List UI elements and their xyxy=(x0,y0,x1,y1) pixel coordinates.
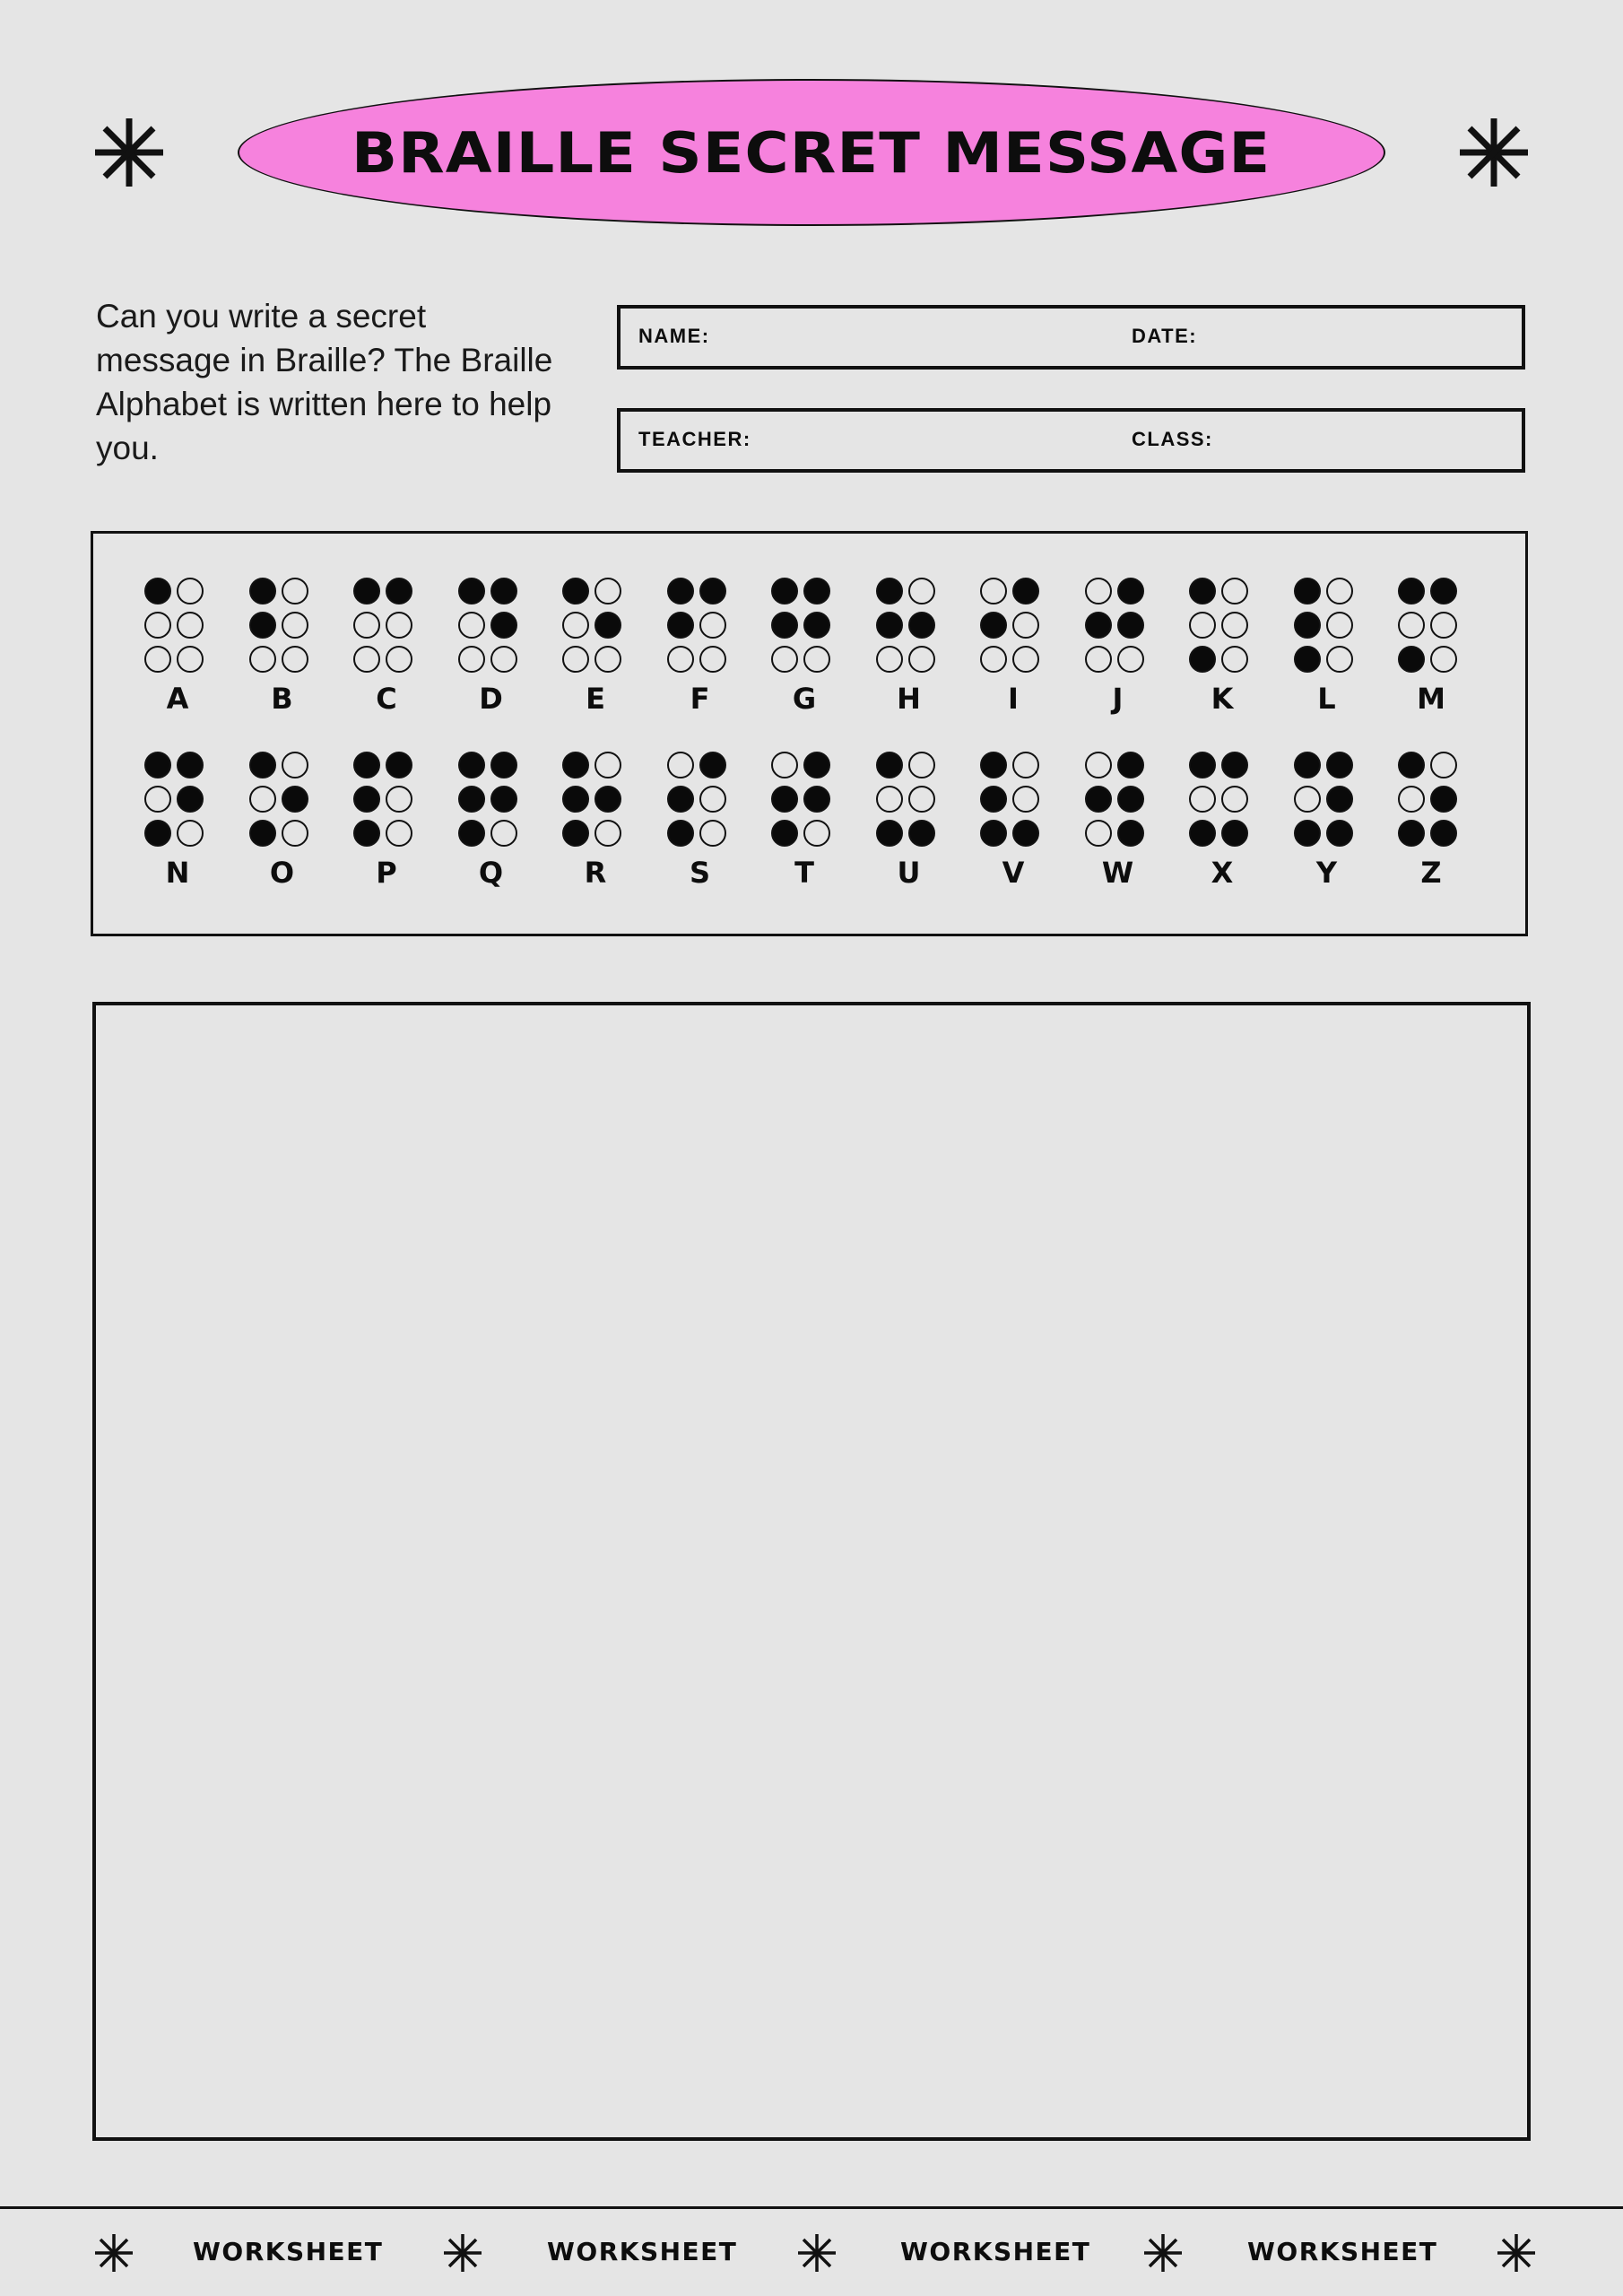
braille-dot-flat xyxy=(1398,786,1425,813)
braille-dot-raised xyxy=(1294,752,1321,778)
braille-dot-raised xyxy=(980,786,1007,813)
title-banner xyxy=(238,79,1385,226)
braille-dot-raised xyxy=(1117,820,1144,847)
braille-dot-flat xyxy=(1085,752,1112,778)
braille-letter-label: C xyxy=(376,682,397,716)
braille-dot-flat xyxy=(699,820,726,847)
braille-dot-raised xyxy=(458,578,485,604)
braille-dot-raised xyxy=(876,578,903,604)
braille-letter-label: I xyxy=(1008,682,1019,716)
braille-dot-flat xyxy=(1012,752,1039,778)
braille-dot-flat xyxy=(771,646,798,673)
braille-dot-raised xyxy=(490,578,517,604)
braille-dot-flat xyxy=(1085,578,1112,604)
braille-dot-raised xyxy=(803,786,830,813)
braille-dot-raised xyxy=(595,612,621,639)
braille-dot-flat xyxy=(386,820,412,847)
braille-dot-raised xyxy=(144,820,171,847)
braille-dot-raised xyxy=(771,612,798,639)
braille-dot-raised xyxy=(1398,646,1425,673)
braille-cell-s xyxy=(660,752,741,904)
braille-cell-f xyxy=(660,578,741,730)
braille-dot-raised xyxy=(249,578,276,604)
braille-dot-flat xyxy=(1430,646,1457,673)
braille-cell-a xyxy=(137,578,218,730)
braille-dot-flat xyxy=(595,752,621,778)
braille-cell-g xyxy=(764,578,845,730)
asterisk-icon xyxy=(1496,2232,1537,2274)
braille-dot-raised xyxy=(562,752,589,778)
braille-dot-raised xyxy=(980,612,1007,639)
braille-cell-b xyxy=(242,578,323,730)
braille-dot-raised xyxy=(562,820,589,847)
braille-cell-q xyxy=(451,752,532,904)
braille-dot-raised xyxy=(803,578,830,604)
braille-cell-t xyxy=(764,752,845,904)
braille-dot-raised xyxy=(1221,752,1248,778)
braille-dot-raised xyxy=(1294,646,1321,673)
braille-dot-flat xyxy=(282,820,308,847)
braille-dot-flat xyxy=(595,820,621,847)
braille-dot-raised xyxy=(490,752,517,778)
braille-letter-label: A xyxy=(166,682,189,716)
message-writing-area[interactable] xyxy=(92,1002,1531,2141)
braille-dot-flat xyxy=(595,646,621,673)
date-label: DATE: xyxy=(1132,325,1198,347)
braille-dot-raised xyxy=(249,820,276,847)
asterisk-icon xyxy=(1142,2232,1184,2274)
braille-dot-flat xyxy=(876,646,903,673)
braille-dot-raised xyxy=(1398,820,1425,847)
braille-dot-raised xyxy=(562,786,589,813)
braille-dot-raised xyxy=(177,786,204,813)
braille-cell-d xyxy=(451,578,532,730)
class-label: CLASS: xyxy=(1132,428,1213,450)
braille-dot-raised xyxy=(803,752,830,778)
braille-dot-raised xyxy=(458,786,485,813)
braille-dot-flat xyxy=(908,578,935,604)
footer-worksheet-label: WORKSHEET xyxy=(193,2237,384,2266)
braille-letter-label: E xyxy=(586,682,605,716)
braille-dot-raised xyxy=(1189,646,1216,673)
braille-dot-flat xyxy=(282,578,308,604)
asterisk-icon xyxy=(93,2232,135,2274)
braille-dot-raised xyxy=(803,612,830,639)
braille-dot-raised xyxy=(980,752,1007,778)
braille-dot-flat xyxy=(1085,646,1112,673)
braille-dot-flat xyxy=(249,646,276,673)
braille-dot-raised xyxy=(353,752,380,778)
braille-dot-flat xyxy=(353,612,380,639)
braille-cell-m xyxy=(1391,578,1471,730)
braille-letter-label: G xyxy=(792,682,817,716)
braille-dot-flat xyxy=(1221,578,1248,604)
braille-dot-raised xyxy=(1189,578,1216,604)
braille-dot-raised xyxy=(1326,786,1353,813)
braille-dot-flat xyxy=(177,820,204,847)
braille-dot-flat xyxy=(699,612,726,639)
braille-cell-r xyxy=(555,752,636,904)
braille-dot-flat xyxy=(282,646,308,673)
braille-dot-flat xyxy=(1430,612,1457,639)
braille-dot-flat xyxy=(249,786,276,813)
asterisk-icon xyxy=(1456,115,1532,190)
braille-dot-raised xyxy=(177,752,204,778)
braille-cell-e xyxy=(555,578,636,730)
braille-letter-label: O xyxy=(269,856,295,890)
footer-worksheet-label: WORKSHEET xyxy=(547,2237,738,2266)
braille-dot-flat xyxy=(1189,786,1216,813)
braille-cell-v xyxy=(973,752,1054,904)
braille-dot-raised xyxy=(667,578,694,604)
braille-dot-flat xyxy=(908,752,935,778)
footer-worksheet-label: WORKSHEET xyxy=(1247,2237,1438,2266)
braille-dot-raised xyxy=(1117,752,1144,778)
braille-dot-raised xyxy=(699,578,726,604)
asterisk-icon xyxy=(91,115,167,190)
braille-dot-raised xyxy=(980,820,1007,847)
braille-cell-j xyxy=(1078,578,1159,730)
braille-dot-flat xyxy=(771,752,798,778)
braille-dot-raised xyxy=(1117,786,1144,813)
braille-dot-raised xyxy=(458,752,485,778)
braille-dot-raised xyxy=(1012,820,1039,847)
braille-dot-raised xyxy=(1398,578,1425,604)
braille-dot-raised xyxy=(1117,612,1144,639)
braille-dot-raised xyxy=(1430,786,1457,813)
braille-letter-label: L xyxy=(1317,682,1336,716)
braille-dot-raised xyxy=(1398,752,1425,778)
braille-dot-raised xyxy=(386,752,412,778)
braille-alphabet-panel xyxy=(91,531,1528,936)
braille-dot-raised xyxy=(876,752,903,778)
braille-dot-flat xyxy=(667,752,694,778)
braille-dot-raised xyxy=(667,612,694,639)
braille-dot-raised xyxy=(876,612,903,639)
braille-dot-flat xyxy=(353,646,380,673)
braille-letter-label: N xyxy=(165,856,190,890)
braille-dot-raised xyxy=(595,786,621,813)
braille-dot-raised xyxy=(667,786,694,813)
braille-dot-raised xyxy=(249,612,276,639)
braille-dot-flat xyxy=(908,646,935,673)
braille-letter-label: Y xyxy=(1315,856,1338,890)
braille-dot-flat xyxy=(1398,612,1425,639)
name-label: NAME: xyxy=(638,325,710,347)
braille-dot-flat xyxy=(177,578,204,604)
braille-dot-raised xyxy=(876,820,903,847)
braille-dot-flat xyxy=(980,646,1007,673)
braille-dot-flat xyxy=(1117,646,1144,673)
braille-dot-flat xyxy=(1221,646,1248,673)
braille-letter-label: D xyxy=(479,682,503,716)
braille-dot-raised xyxy=(386,578,412,604)
braille-dot-raised xyxy=(353,786,380,813)
braille-cell-c xyxy=(346,578,427,730)
braille-dot-raised xyxy=(1326,820,1353,847)
braille-letter-label: Z xyxy=(1420,856,1442,890)
footer-worksheet-label: WORKSHEET xyxy=(900,2237,1091,2266)
braille-dot-flat xyxy=(386,786,412,813)
page-title: BRAILLE SECRET MESSAGE xyxy=(352,119,1271,186)
braille-dot-flat xyxy=(980,578,1007,604)
braille-dot-raised xyxy=(1085,612,1112,639)
braille-dot-raised xyxy=(144,578,171,604)
braille-dot-raised xyxy=(1430,820,1457,847)
braille-cell-n xyxy=(137,752,218,904)
braille-dot-raised xyxy=(1294,612,1321,639)
braille-cell-y xyxy=(1287,752,1367,904)
braille-cell-h xyxy=(869,578,950,730)
braille-dot-raised xyxy=(908,820,935,847)
braille-dot-raised xyxy=(490,786,517,813)
braille-dot-flat xyxy=(876,786,903,813)
braille-dot-flat xyxy=(595,578,621,604)
braille-dot-flat xyxy=(1012,612,1039,639)
braille-dot-flat xyxy=(699,646,726,673)
name-date-field[interactable] xyxy=(617,305,1525,370)
braille-dot-raised xyxy=(1326,752,1353,778)
braille-dot-raised xyxy=(490,612,517,639)
braille-letter-label: R xyxy=(584,856,607,890)
braille-dot-raised xyxy=(458,820,485,847)
braille-dot-flat xyxy=(1221,786,1248,813)
braille-dot-raised xyxy=(1012,578,1039,604)
braille-cell-x xyxy=(1182,752,1263,904)
braille-dot-raised xyxy=(1189,820,1216,847)
braille-dot-raised xyxy=(1430,578,1457,604)
braille-letter-label: B xyxy=(271,682,293,716)
braille-dot-flat xyxy=(282,612,308,639)
braille-letter-label: U xyxy=(897,856,921,890)
teacher-class-field[interactable] xyxy=(617,408,1525,473)
braille-dot-raised xyxy=(144,752,171,778)
braille-dot-flat xyxy=(1189,612,1216,639)
braille-letter-label: S xyxy=(689,856,711,890)
braille-dot-raised xyxy=(771,578,798,604)
braille-dot-flat xyxy=(1294,786,1321,813)
braille-cell-l xyxy=(1287,578,1367,730)
footer-divider xyxy=(0,2206,1623,2209)
braille-dot-raised xyxy=(908,612,935,639)
braille-cell-k xyxy=(1182,578,1263,730)
braille-dot-flat xyxy=(1221,612,1248,639)
braille-dot-flat xyxy=(490,820,517,847)
instructions-text: Can you write a secret message in Braille? The Braille Alphabet is written here to help you. xyxy=(96,298,553,466)
braille-dot-flat xyxy=(1012,786,1039,813)
braille-dot-raised xyxy=(699,752,726,778)
braille-dot-flat xyxy=(699,786,726,813)
braille-letter-label: J xyxy=(1112,682,1124,716)
braille-letter-label: K xyxy=(1211,682,1234,716)
braille-dot-flat xyxy=(1012,646,1039,673)
braille-dot-raised xyxy=(353,578,380,604)
braille-dot-flat xyxy=(458,612,485,639)
braille-dot-raised xyxy=(282,786,308,813)
braille-cell-w xyxy=(1078,752,1159,904)
braille-dot-raised xyxy=(562,578,589,604)
braille-dot-flat xyxy=(1326,578,1353,604)
braille-dot-raised xyxy=(1294,578,1321,604)
braille-cell-i xyxy=(973,578,1054,730)
braille-letter-label: V xyxy=(1002,856,1025,890)
braille-cell-u xyxy=(869,752,950,904)
asterisk-icon xyxy=(442,2232,483,2274)
braille-dot-flat xyxy=(1085,820,1112,847)
braille-dot-flat xyxy=(1326,646,1353,673)
braille-letter-label: Q xyxy=(478,856,504,890)
braille-letter-label: H xyxy=(897,682,921,716)
braille-dot-flat xyxy=(144,646,171,673)
braille-dot-flat xyxy=(562,646,589,673)
braille-dot-flat xyxy=(803,646,830,673)
braille-dot-flat xyxy=(1326,612,1353,639)
braille-dot-flat xyxy=(490,646,517,673)
teacher-label: TEACHER: xyxy=(638,428,751,450)
braille-dot-flat xyxy=(803,820,830,847)
braille-dot-flat xyxy=(144,612,171,639)
braille-dot-flat xyxy=(458,646,485,673)
braille-letter-label: X xyxy=(1211,856,1234,890)
braille-dot-raised xyxy=(771,820,798,847)
braille-dot-raised xyxy=(1085,786,1112,813)
braille-dot-flat xyxy=(177,646,204,673)
braille-cell-p xyxy=(346,752,427,904)
braille-dot-flat xyxy=(177,612,204,639)
braille-dot-raised xyxy=(353,820,380,847)
braille-dot-flat xyxy=(386,646,412,673)
braille-dot-raised xyxy=(249,752,276,778)
braille-letter-label: P xyxy=(376,856,397,890)
braille-dot-flat xyxy=(386,612,412,639)
braille-dot-raised xyxy=(1221,820,1248,847)
braille-letter-label: T xyxy=(794,856,814,890)
braille-dot-flat xyxy=(1430,752,1457,778)
braille-letter-label: M xyxy=(1417,682,1445,716)
braille-cell-z xyxy=(1391,752,1471,904)
braille-dot-raised xyxy=(667,820,694,847)
braille-letter-label: F xyxy=(690,682,710,716)
braille-dot-raised xyxy=(1189,752,1216,778)
braille-letter-label: W xyxy=(1101,856,1134,890)
braille-dot-raised xyxy=(771,786,798,813)
braille-dot-flat xyxy=(667,646,694,673)
braille-dot-flat xyxy=(908,786,935,813)
braille-dot-raised xyxy=(1117,578,1144,604)
asterisk-icon xyxy=(796,2232,838,2274)
braille-cell-o xyxy=(242,752,323,904)
braille-dot-flat xyxy=(282,752,308,778)
braille-dot-flat xyxy=(562,612,589,639)
braille-dot-flat xyxy=(144,786,171,813)
braille-dot-raised xyxy=(1294,820,1321,847)
